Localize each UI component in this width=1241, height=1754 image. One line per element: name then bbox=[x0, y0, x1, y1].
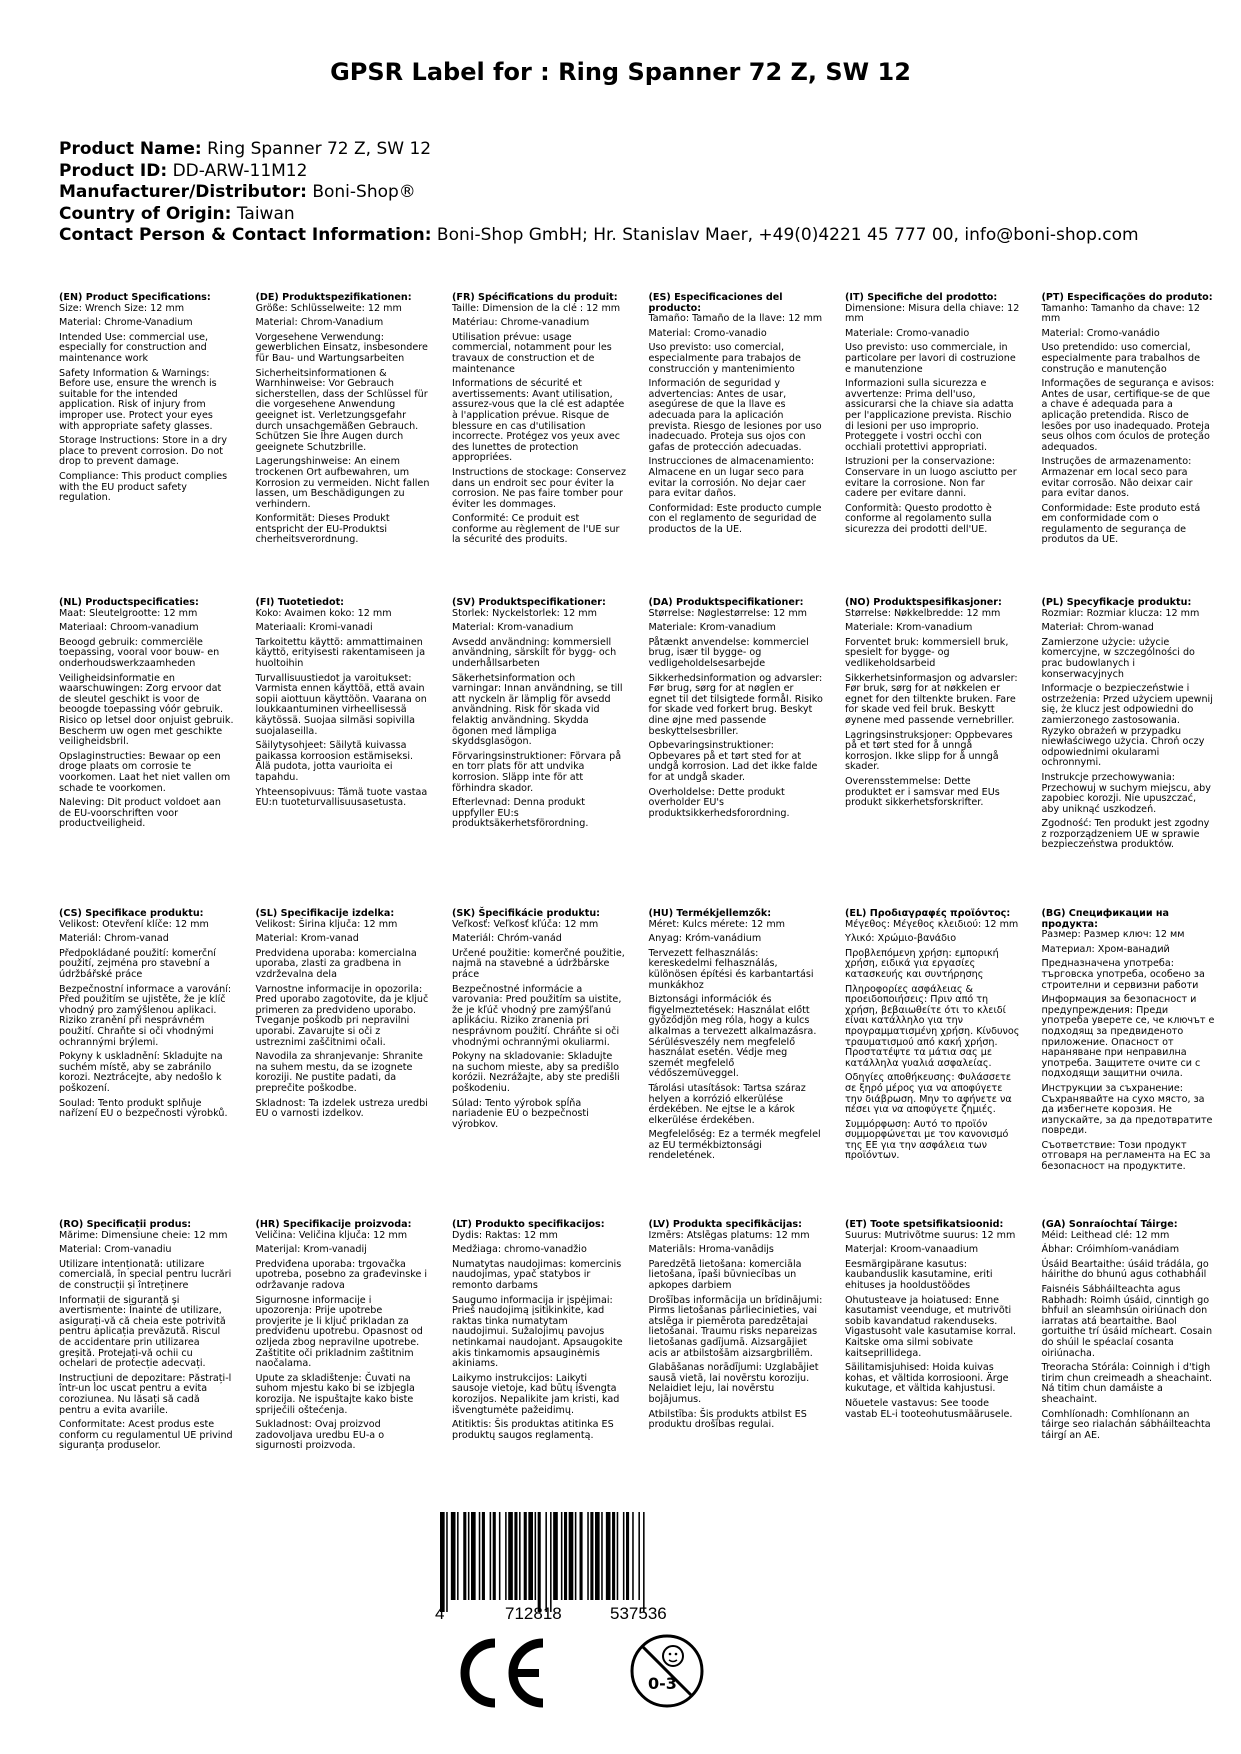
barcode-bar bbox=[632, 1512, 634, 1600]
meta-row bbox=[59, 139, 1139, 161]
spec-line: Maat: Sleutelgrootte: 12 mm bbox=[59, 607, 198, 619]
spec-line: Materiál: Chrom-vanad bbox=[59, 933, 169, 945]
barcode-bar bbox=[490, 1512, 492, 1600]
spec-line: Material: Krom-vanadium bbox=[452, 622, 574, 634]
spec-line: Nõuetele vastavus: See toode vastab EL-i tooteohutusmäärusele. bbox=[845, 1397, 1013, 1420]
spec-block bbox=[845, 909, 1042, 1220]
spec-heading: (SV) Produktspecifikationer: bbox=[452, 597, 606, 608]
spec-block bbox=[1042, 293, 1239, 598]
spec-line: Saugumo informacija ir įspėjimai: Prieš naudojimą įsitikinkite, kad raktas tinka numatytam naudojimui. Sužalojimų pavojus netinkamai naudojant. Apsaugokite akis tinkamomis apsauginėmis akiniams. bbox=[452, 1294, 623, 1370]
spec-block bbox=[256, 1220, 453, 1550]
barcode-bar bbox=[514, 1512, 517, 1600]
spec-heading: (HR) Specifikacije proizvoda: bbox=[255, 1219, 412, 1230]
barcode bbox=[435, 1512, 740, 1623]
spec-heading: (PL) Specyfikacje produktu: bbox=[1041, 597, 1192, 608]
spec-line: Uso previsto: uso commerciale, in particolare per lavori di costruzione e manutenzione bbox=[845, 342, 1016, 375]
spec-line: Drošības informācija un brīdinājumi: Pirms lietošanas pārliecinieties, vai atslēga ir piemērota paredzētajai lietošanai. Traumu risks nepareizas lietošanas gadījumā. Aizsargājiet acis ar atbilstošām aizsargbrillēm. bbox=[648, 1294, 823, 1359]
spec-line: Upute za skladištenje: Čuvati na suhom mjestu kako bi se izbjegla korozija. Ne ispuštajte kako biste spriječili oštećenja. bbox=[255, 1372, 415, 1416]
barcode-bar bbox=[440, 1512, 445, 1612]
spec-line: Conformidad: Este producto cumple con el reglamento de seguridad de productos de la UE. bbox=[648, 502, 822, 535]
spec-line: Súlad: Tento výrobok spĺňa nariadenie EÚ o bezpečnosti výrobkov. bbox=[452, 1097, 589, 1130]
barcode-digits-left: 712818 bbox=[505, 1604, 562, 1623]
spec-heading: (DA) Produktspecifikationer: bbox=[648, 597, 804, 608]
spec-line: Συμμόρφωση: Αυτό το προϊόν συμμορφώνεται με τον κανονισμό της ΕΕ για την ασφάλεια των προϊόντων. bbox=[845, 1118, 1009, 1162]
spec-line: Material: Krom-vanad bbox=[255, 933, 359, 945]
spec-block bbox=[1042, 909, 1239, 1220]
spec-line: Taille: Dimension de la clé : 12 mm bbox=[452, 302, 621, 314]
spec-line: Størrelse: Nøglestørrelse: 12 mm bbox=[648, 607, 808, 619]
meta-row bbox=[59, 161, 1139, 183]
spec-line: Instructions de stockage: Conservez dans un endroit sec pour éviter la corrosion. Ne pas faire tomber pour éviter les dommages. bbox=[452, 466, 626, 510]
spec-line: Προβλεπόμενη χρήση: εμπορική χρήση, ειδικά για εργασίες κατασκευής και συντήρησης bbox=[845, 947, 999, 980]
spec-line: Sicherheitsinformationen & Warnhinweise: Vor Gebrauch sicherstellen, dass der Schlüssel für die vorgesehene Anwendung geeignet ist. Verletzungsgefahr durch unsachgemäßen Gebrauch. Schützen Sie Ihre Augen durch geeignete Schutzbrille. bbox=[255, 367, 428, 453]
meta-label: Country of Origin: bbox=[59, 203, 232, 224]
spec-line: Påtænkt anvendelse: kommerciel brug, især til bygge- og vedligeholdelsesarbejde bbox=[648, 636, 809, 669]
spec-heading: (FI) Tuotetiedot: bbox=[255, 597, 344, 608]
spec-line: Tamanho: Tamanho da chave: 12 mm bbox=[1041, 302, 1200, 325]
spec-heading: (NO) Produktspesifikasjoner: bbox=[845, 597, 1002, 608]
barcode-bar bbox=[519, 1512, 521, 1600]
barcode-bar bbox=[508, 1512, 513, 1600]
spec-line: Ohutusteave ja hoiatused: Enne kasutamist veenduge, et mutrivõti sobib kavandatud rakenduseks. Vigastusoht vale kasutamise korral. Kaitske oma silmi sobivate kaitseprillidega. bbox=[845, 1294, 1017, 1359]
spec-heading: (GA) Sonraíochtaí Táirge: bbox=[1041, 1219, 1178, 1230]
spec-heading: (PT) Especificações do produto: bbox=[1041, 292, 1213, 303]
spec-line: Materiaali: Kromi-vanadi bbox=[255, 622, 373, 634]
spec-block bbox=[649, 293, 846, 598]
spec-line: Méid: Leithead clé: 12 mm bbox=[1041, 1229, 1170, 1241]
spec-block bbox=[452, 598, 649, 909]
spec-line: Matériau: Chrome-vanadium bbox=[452, 317, 590, 329]
barcode-bar bbox=[623, 1512, 625, 1600]
spec-line: Sikkerhedsinformation og advarsler: Før brug, sørg for at nøglen er egnet til det tilsigtede formål. Risiko for skade ved forkert brug. Beskyt dine øjne med passende beskyttelsesbriller. bbox=[648, 672, 823, 737]
spec-line: Bezpečnostní informace a varování: Před použitím se ujistěte, že je klíč vhodný pro zamýšlenou aplikaci. Riziko zranění při nesprávném použití. Chraňte si oči vhodnými ochrannými brýlemi. bbox=[59, 983, 232, 1048]
spec-line: Conformità: Questo prodotto è conforme al regolamento sulla sicurezza dei prodotti dell'UE. bbox=[845, 502, 992, 535]
spec-line: Utilizare intenționată: utilizare comercială, în special pentru lucrări de construcții și întreținere bbox=[59, 1258, 232, 1291]
spec-line: Material: Crom-vanadiu bbox=[59, 1244, 172, 1256]
spec-line: Megfelelőség: Ez a termék megfelel az EU termékbiztonsági rendeletének. bbox=[648, 1129, 821, 1162]
spec-line: Rozmiar: Rozmiar klucza: 12 mm bbox=[1041, 607, 1200, 619]
meta-value: Ring Spanner 72 Z, SW 12 bbox=[207, 139, 432, 159]
spec-heading: (LV) Produkta specifikācijas: bbox=[648, 1219, 802, 1230]
spec-line: Méret: Kulcs mérete: 12 mm bbox=[648, 918, 786, 930]
barcode-bar bbox=[587, 1512, 589, 1600]
spec-line: Ábhar: Cróimhíom-vanádiam bbox=[1041, 1244, 1180, 1256]
spec-line: Tamaño: Tamaño de la llave: 12 mm bbox=[648, 313, 823, 325]
meta-value: Taiwan bbox=[236, 203, 295, 224]
spec-line: Atbilstība: Šis produkts atbilst ES produktu drošības regulai. bbox=[648, 1408, 807, 1431]
barcode-bar bbox=[528, 1512, 533, 1600]
meta-row bbox=[59, 182, 1139, 204]
spec-line: Pokyny na skladovanie: Skladujte na suchom mieste, aby sa predišlo korózii. Nezrážajte, aby ste predišli poškodeniu. bbox=[452, 1051, 620, 1094]
barcode-digits-right: 537536 bbox=[610, 1604, 667, 1623]
spec-line: Utilisation prévue: usage commercial, notamment pour les travaux de construction et de maintenance bbox=[452, 331, 612, 375]
barcode-bar bbox=[569, 1512, 574, 1600]
spec-line: Säilytysohjeet: Säilytä kuivassa paikassa korroosion estämiseksi. Älä pudota, jotta vaurioita ei tapahdu. bbox=[255, 740, 414, 783]
spec-line: Instrucțiuni de depozitare: Păstrați-l într-un loc uscat pentru a evita coroziunea. Nu lăsați să cadă pentru a evita avariile. bbox=[59, 1372, 232, 1416]
spec-line: Bezpečnostné informácie a varovania: Pred použitím sa uistite, že je kľúč vhodný pre zamýšľanú aplikáciu. Riziko zranenia pri nesprávnom použití. Chráňte si oči vhodnými ochrannými okuliarmi. bbox=[452, 983, 622, 1048]
meta-row bbox=[59, 225, 1139, 247]
spec-line: Veľkosť: Veľkosť kľúča: 12 mm bbox=[452, 918, 599, 930]
svg-text:0-3: 0-3 bbox=[648, 1674, 677, 1693]
spec-block bbox=[1042, 598, 1239, 909]
spec-line: Dimensione: Misura della chiave: 12 mm bbox=[845, 302, 1020, 325]
spec-line: Uso pretendido: uso comercial, especialmente para trabalhos de construção e manutenção bbox=[1041, 342, 1200, 375]
spec-line: Informazioni sulla sicurezza e avvertenze: Prima dell'uso, assicurarsi che la chiave sia adatta per l'applicazione prevista. Rischio di lesioni per uso improprio. Proteggete i vostri occhi con occhiali protettivi appropriati. bbox=[845, 378, 1014, 453]
spec-line: Material: Cromo-vanádio bbox=[1041, 327, 1160, 339]
spec-line: Materiāls: Hroma-vanādijs bbox=[648, 1244, 774, 1256]
spec-line: Safety Information & Warnings: Before use, ensure the wrench is suitable for the intended application. Risk of injury from improper use. Protect your eyes with appropriate safety glasses. bbox=[59, 367, 217, 432]
spec-line: Suurus: Mutrivõtme suurus: 12 mm bbox=[845, 1229, 1016, 1241]
spec-line: Eesmärgipärane kasutus: kaubanduslik kasutamine, eriti ehituses ja hooldustöödes bbox=[845, 1258, 993, 1291]
spec-block bbox=[59, 293, 256, 598]
spec-block bbox=[256, 909, 453, 1220]
spec-block bbox=[845, 293, 1042, 598]
spec-line: Instrukcje przechowywania: Przechowuj w suchym miejscu, aby zapobiec korozji. Nie upuszczać, aby uniknąć uszkodzeń. bbox=[1041, 771, 1211, 815]
spec-line: Förvaringsinstruktioner: Förvara på en torr plats för att undvika korrosion. Släpp inte för att förhindra skador. bbox=[452, 750, 622, 794]
spec-heading: (FR) Spécifications du produit: bbox=[452, 292, 618, 303]
spec-line: Información de seguridad y advertencias: Antes de usar, asegúrese de que la llave es adecuada para la aplicación prevista. Riesgo de lesiones por uso inadecuado. Proteja sus ojos con gafas de protección adecuadas. bbox=[648, 378, 822, 453]
spec-line: Sukladnost: Ovaj proizvod zadovoljava uredbu EU-a o sigurnosti proizvoda. bbox=[255, 1419, 385, 1452]
spec-line: Velikost: Širina ključa: 12 mm bbox=[255, 918, 398, 930]
meta-label: Product ID: bbox=[59, 160, 168, 181]
spec-line: Sigurnosne informacije i upozorenja: Prije upotrebe provjerite je li ključ prikladan za predviđenu upotrebu. Opasnost od ozljeda zbog nepravilne upotrebe. Zaštitite oči prikladnim zaštitnim naočalama. bbox=[255, 1294, 423, 1370]
spec-line: Tarkoitettu käyttö: ammattimainen käyttö, erityisesti rakentamiseen ja huoltoihin bbox=[255, 636, 426, 669]
page-title: GPSR Label for : Ring Spanner 72 Z, SW 12 bbox=[330, 58, 911, 86]
barcode-bar bbox=[643, 1512, 645, 1612]
spec-line: Size: Wrench Size: 12 mm bbox=[59, 302, 185, 314]
spec-line: Predviđena uporaba: trgovačka upotreba, posebno za građevinske i održavanje radova bbox=[255, 1258, 428, 1291]
barcode-bar bbox=[617, 1512, 619, 1600]
spec-line: Overensstemmelse: Dette produktet er i samsvar med EUs produkt sikkerhetsforskrifter. bbox=[845, 775, 1000, 809]
spec-heading: (LT) Produkto specifikacijos: bbox=[452, 1219, 605, 1230]
spec-line: Material: Chrome-Vanadium bbox=[59, 317, 193, 329]
spec-line: Konformität: Dieses Produkt entspricht der EU-Produktsi cherheitsverordnung. bbox=[255, 513, 390, 546]
spec-line: Istruzioni per la conservazione: Conservare in un luogo asciutto per evitare la corrosione. Non far cadere per evitare danni. bbox=[845, 456, 1017, 500]
barcode-bar bbox=[580, 1512, 583, 1600]
spec-line: Numatytas naudojimas: komercinis naudojimas, ypač statybos ir remonto darbams bbox=[452, 1258, 622, 1291]
spec-line: Treoracha Stórála: Coinnigh i d'tigh tirim chun creimeadh a sheachaint. Ná titim chun damáiste a sheachaint. bbox=[1041, 1362, 1212, 1405]
ce-mark-icon bbox=[455, 1637, 550, 1709]
spec-line: Izmērs: Atslēgas platums: 12 mm bbox=[648, 1229, 810, 1241]
spec-heading: (CS) Specifikace produktu: bbox=[59, 908, 204, 919]
spec-line: Efterlevnad: Denna produkt uppfyller EU:s produktsäkerhetsförordning. bbox=[452, 797, 589, 830]
barcode-bar bbox=[553, 1512, 558, 1600]
spec-block bbox=[59, 1220, 256, 1550]
spec-line: Laikymo instrukcijos: Laikyti sausoje vietoje, kad būtų išvengta korozijos. Nepalikite jam kristi, kad išvengtumėte pažeidimų. bbox=[452, 1372, 620, 1416]
spec-block bbox=[452, 293, 649, 598]
spec-block bbox=[452, 909, 649, 1220]
spec-line: Materiale: Krom-vanadium bbox=[845, 622, 973, 634]
barcode-bar bbox=[575, 1512, 577, 1600]
spec-line: Opslaginstructies: Bewaar op een droge plaats om corrosie te voorkomen. Laat het niet vallen om schade te voorkomen. bbox=[59, 750, 231, 794]
spec-line: Avsedd användning: kommersiell användning, särskilt för bygg- och underhållsarbeten bbox=[452, 636, 617, 669]
spec-line: Turvallisuustiedot ja varoitukset: Varmista ennen käyttöä, että avain sopii aiottuun käyttöön. Vaarana on loukkaantuminen virheellisessä käytössä. Suojaa silmäsi sopivilla suojalaseilla. bbox=[255, 672, 427, 737]
spec-line: Mărime: Dimensiune cheie: 12 mm bbox=[59, 1229, 228, 1241]
spec-line: Overholdelse: Dette produkt overholder EU's produktsikkerhedsforordning. bbox=[648, 786, 790, 819]
spec-line: Materiale: Cromo-vanadio bbox=[845, 327, 970, 339]
barcode-bar bbox=[595, 1512, 600, 1600]
spec-line: Určené použitie: komerčné použitie, najmä na stavebné a údržbárske práce bbox=[452, 947, 625, 980]
spec-line: Biztonsági információk és figyelmeztetések: Használat előtt győződjön meg róla, hogy a kulcs alkalmas a tervezett alkalmazásra. Sérülésveszély nem megfelelő használat esetén. Védje meg szemét megfelelő védőszemüveggel. bbox=[648, 994, 817, 1080]
spec-line: Předpokládané použití: komerční použití, zejména pro stavební a údržbářské práce bbox=[59, 947, 216, 980]
spec-line: Navodila za shranjevanje: Shranite na suhem mestu, da se izognete koroziji. Ne pustite padati, da preprečite poškodbe. bbox=[255, 1051, 423, 1094]
barcode-bar bbox=[564, 1512, 567, 1600]
spec-block bbox=[256, 293, 453, 598]
barcode-bar bbox=[524, 1512, 527, 1600]
spec-heading: (IT) Specifiche del prodotto: bbox=[845, 292, 998, 303]
spec-line: Naleving: Dit product voldoet aan de EU-voorschriften voor productveiligheid. bbox=[59, 797, 221, 830]
spec-line: Sikkerhetsinformasjon og advarsler: Før bruk, sørg for at nøkkelen er egnet for den tiltenkte bruken. Fare for skade ved feil bruk. Beskytt øynene med passende vernebriller. bbox=[845, 672, 1018, 726]
age-warning-icon bbox=[628, 1632, 706, 1710]
barcode-bar bbox=[538, 1512, 541, 1612]
spec-line: Compliance: This product complies with the EU product safety regulation. bbox=[59, 470, 228, 504]
barcode-bar bbox=[471, 1512, 476, 1600]
spec-line: Yhteensopivuus: Tämä tuote vastaa EU:n tuoteturvallisuusasetusta. bbox=[255, 786, 428, 809]
barcode-bar bbox=[468, 1512, 470, 1600]
spec-line: Materjal: Kroom-vanaadium bbox=[845, 1244, 979, 1256]
spec-line: Storage Instructions: Store in a dry place to prevent corrosion. Do not drop to prevent damage. bbox=[59, 435, 228, 468]
spec-block bbox=[1042, 1220, 1239, 1550]
spec-heading: (ET) Toote spetsifikatsioonid: bbox=[845, 1219, 1004, 1230]
spec-line: Vorgesehene Verwendung: gewerblichen Einsatz, insbesondere für Bau- und Wartungsarbeiten bbox=[255, 331, 428, 364]
meta-label: Manufacturer/Distributor: bbox=[59, 182, 307, 202]
spec-block bbox=[845, 1220, 1042, 1550]
spec-line: Conformitate: Acest produs este conform cu regulamentul UE privind siguranța produselor. bbox=[59, 1419, 233, 1452]
spec-line: Material: Chrom-Vanadium bbox=[255, 317, 384, 329]
spec-line: Säilitamisjuhised: Hoida kuivas kohas, et vältida korrosiooni. Ärge kukutage, et vältida kahjustusi. bbox=[845, 1362, 1009, 1395]
barcode-bar bbox=[550, 1512, 552, 1612]
spec-line: Storlek: Nyckelstorlek: 12 mm bbox=[452, 607, 597, 619]
spec-line: Material: Cromo-vanadio bbox=[648, 327, 767, 339]
spec-heading: (BG) Спецификации на продукта: bbox=[1041, 908, 1170, 930]
spec-line: Tárolási utasítások: Tartsa száraz helyen a korrózió elkerülése érdekében. Ne ejtse le a károk elkerülése érdekében. bbox=[648, 1082, 806, 1126]
spec-line: Informações de segurança e avisos: Antes de usar, certifique-se de que a chave é adequada para a aplicação pretendida. Risco de lesões por uso inadequado. Proteja seus olhos com óculos de proteção adequados. bbox=[1041, 378, 1215, 453]
barcode-bar bbox=[505, 1512, 507, 1600]
spec-line: Материал: Хром-ванадий bbox=[1041, 943, 1170, 955]
spec-heading: (RO) Specificații produs: bbox=[59, 1219, 192, 1230]
spec-line: Intended Use: commercial use, especially for construction and maintenance work bbox=[59, 331, 209, 364]
spec-line: Materiale: Krom-vanadium bbox=[648, 622, 776, 634]
spec-block bbox=[452, 1220, 649, 1550]
spec-line: Πληροφορίες ασφάλειας & προειδοποιήσεις: Πριν από τη χρήση, βεβαιωθείτε ότι το κλειδί είναι κατάλληλο για την προγραμματισμένη χρήση. Κίνδυνος τραυματισμού από κακή χρήση. Προστατέψτε τα μάτια σας με κατάλληλα γυαλιά ασφαλείας. bbox=[845, 983, 1020, 1069]
spec-heading: (DE) Produktspezifikationen: bbox=[255, 292, 412, 303]
spec-line: Съответствие: Този продукт отговаря на регламента на ЕС за безопасност на продуктите. bbox=[1041, 1139, 1211, 1173]
barcode-bar bbox=[561, 1512, 563, 1600]
spec-line: Materijal: Krom-vanadij bbox=[255, 1244, 367, 1256]
spec-line: Lagerungshinweise: An einem trockenen Ort aufbewahren, um Korrosion zu vermeiden. Nicht fallen lassen, um Beschädigungen zu verhindern. bbox=[255, 456, 430, 510]
spec-line: Veličina: Veličina ključa: 12 mm bbox=[255, 1229, 408, 1241]
spec-heading: (SK) Špecifikácie produktu: bbox=[452, 908, 601, 919]
spec-line: Размер: Размер ключ: 12 мм bbox=[1041, 929, 1185, 941]
spec-line: Dydis: Raktas: 12 mm bbox=[452, 1229, 558, 1241]
spec-line: Informacje o bezpieczeństwie i ostrzeżenia: Przed użyciem upewnij się, że klucz jest odpowiedni do zamierzonego zastosowania. Ryzyko obrażeń w przypadku niewłaściwego użycia. Chroń oczy odpowiednimi okularami ochronnymi. bbox=[1041, 683, 1213, 769]
spec-line: Veiligheidsinformatie en waarschuwingen: Zorg ervoor dat de sleutel geschikt is voor de beoogde toepassing vóór gebruik. Risico op letsel door onjuist gebruik. Bescherm uw ogen met geschikte veiligheidsbril. bbox=[59, 672, 234, 748]
spec-block bbox=[649, 1220, 846, 1550]
barcode-bar bbox=[457, 1512, 459, 1600]
spec-line: Úsáid Beartaithe: úsáid trádála, go háirithe do bhunú agus cothabháil bbox=[1041, 1258, 1209, 1281]
spec-line: Größe: Schlüsselweite: 12 mm bbox=[255, 302, 402, 314]
spec-line: Μέγεθος: Μέγεθος κλειδιού: 12 mm bbox=[845, 918, 1019, 930]
spec-line: Atitiktis: Šis produktas atitinka ES produktų saugos reglamentą. bbox=[452, 1419, 614, 1441]
barcode-bar bbox=[479, 1512, 481, 1600]
barcode-bar bbox=[601, 1512, 603, 1600]
spec-line: Инструкции за съхранение: Съхранявайте на сухо място, за да избегнете корозия. Не изпускайте, за да предотвратите повреди. bbox=[1041, 1082, 1213, 1137]
meta-label: Product Name: bbox=[59, 139, 202, 159]
product-meta bbox=[59, 139, 1139, 247]
spec-block bbox=[845, 598, 1042, 909]
spec-line: Opbevaringsinstruktioner: Opbevares på et tørt sted for at undgå korrosion. Lad det ikke falde for at undgå skader. bbox=[648, 740, 818, 783]
spec-line: Tervezett felhasználás: kereskedelmi felhasználás, különösen építési és karbantartási munkákhoz bbox=[648, 947, 814, 991]
barcode-bar bbox=[626, 1512, 629, 1600]
barcode-bar bbox=[606, 1512, 611, 1600]
barcode-bar bbox=[612, 1512, 615, 1600]
spec-line: Comhlíonadh: Comhlíonann an táirge seo rialachán sábháilteachta táirgí an AE. bbox=[1041, 1408, 1211, 1441]
spec-line: Varnostne informacije in opozorila: Pred uporabo zagotovite, da je ključ primeren za predvideno uporabo. Tveganje poškodb pri nepravilni uporabi. Zavarujte si oči z ustreznimi zaščitnimi očali. bbox=[255, 983, 429, 1048]
meta-value: DD-ARW-11M12 bbox=[172, 160, 308, 181]
spec-line: Uso previsto: uso comercial, especialmente para trabajos de construcción y mantenimiento bbox=[648, 342, 801, 375]
spec-heading: (ES) Especificaciones del producto: bbox=[648, 292, 783, 314]
spec-block bbox=[649, 909, 846, 1220]
spec-line: Информация за безопасност и предупреждения: Преди употреба уверете се, че ключът е подходящ за предвиденото приложение. Опасност от нараняване при неправилна употреба. Защитете очите си с подходящи защитни очила. bbox=[1041, 994, 1215, 1080]
spec-line: Zgodność: Ten produkt jest zgodny z rozporządzeniem UE w sprawie bezpieczeństwa produktów. bbox=[1041, 818, 1210, 851]
spec-line: Velikost: Otevření klíče: 12 mm bbox=[59, 918, 209, 930]
spec-block bbox=[59, 598, 256, 909]
spec-line: Glabāšanas norādījumi: Uzglabājiet sausā vietā, lai novērstu koroziju. Nelaidiet leju, lai novērstu bojājumus. bbox=[648, 1362, 819, 1405]
spec-line: Conformidade: Este produto está em conformidade com o regulamento de segurança de produtos da UE. bbox=[1041, 502, 1201, 546]
spec-line: Skladnost: Ta izdelek ustreza uredbi EU o varnosti izdelkov. bbox=[255, 1097, 428, 1120]
spec-line: Soulad: Tento produkt splňuje nařízení EU o bezpečnosti výrobků. bbox=[59, 1097, 228, 1120]
meta-row bbox=[59, 204, 1139, 226]
spec-line: Materiał: Chrom-wanad bbox=[1041, 622, 1154, 634]
spec-line: Conformité: Ce produit est conforme au règlement de l'UE sur la sécurité des produits. bbox=[452, 513, 620, 546]
spec-line: Koko: Avaimen koko: 12 mm bbox=[255, 607, 392, 619]
spec-grid bbox=[59, 293, 1239, 1550]
barcode-bar bbox=[499, 1512, 501, 1600]
spec-line: Informations de sécurité et avertissements: Avant utilisation, assurez-vous que la clé est adaptée à l'application prévue. Risque de blessure en cas d'utilisation incorrecte. Protégez vos yeux avec des lunettes de protection appropriées. bbox=[452, 378, 625, 464]
spec-line: Paredzētā lietošana: komerciāla lietošana, īpaši būvniecības un apkopes darbiem bbox=[648, 1258, 802, 1291]
spec-line: Størrelse: Nøkkelbredde: 12 mm bbox=[845, 607, 1001, 619]
spec-line: Lagringsinstruksjoner: Oppbevares på et tørt sted for å unngå korrosjon. Ikke slipp for å unngå skader. bbox=[845, 729, 1013, 773]
spec-line: Οδηγίες αποθήκευσης: Φυλάσσετε σε ξηρό μέρος για να αποφύγετε την διάβρωση. Μην το αφήνετε να πέσει για να αποφύγετε ζημιές. bbox=[845, 1072, 1012, 1116]
spec-line: Faisnéis Sábháilteachta agus Rabhadh: Roimh úsáid, cinntigh go bhfuil an sleamhsún oiriúnach don iarratas atá beartaithe. Baol gortuithe trí úsáid mícheart. Cosain do shúil le spéaclaí cosanta oiriúnacha. bbox=[1041, 1283, 1213, 1359]
meta-value: Boni-Shop GmbH; Hr. Stanislav Maer, +49(0)4221 45 777 00, info@boni-shop.com bbox=[436, 225, 1139, 245]
meta-value: Boni-Shop® bbox=[312, 182, 416, 202]
spec-heading: (NL) Productspecificaties: bbox=[59, 597, 199, 608]
spec-line: Instrucciones de almacenamiento: Almacene en un lugar seco para evitar la corrosión. No dejar caer para evitar daños. bbox=[648, 456, 815, 500]
spec-heading: (EN) Product Specifications: bbox=[59, 292, 211, 303]
spec-heading: (SL) Specifikacije izdelka: bbox=[255, 908, 395, 919]
spec-line: Υλικό: Χρώμιο-βανάδιο bbox=[845, 933, 957, 945]
barcode-digit-first: 4 bbox=[435, 1604, 445, 1623]
spec-line: Предназначена употреба: търговска употреба, особено за строителни и сервизни работи bbox=[1041, 958, 1205, 991]
spec-block bbox=[649, 598, 846, 909]
meta-label: Contact Person & Contact Information: bbox=[59, 225, 432, 245]
barcode-bar bbox=[482, 1512, 485, 1600]
barcode-bar bbox=[638, 1512, 640, 1600]
barcode-bar bbox=[446, 1512, 448, 1612]
spec-heading: (HU) Termékjellemzők: bbox=[648, 908, 772, 919]
spec-line: Zamierzone użycie: użycie komercyjne, w szczególności do prac budowlanych i konserwacyjnych bbox=[1041, 636, 1195, 680]
spec-line: Anyag: Króm-vanádium bbox=[648, 933, 762, 945]
barcode-bar bbox=[535, 1512, 537, 1600]
barcode-bar bbox=[545, 1512, 547, 1612]
spec-line: Materiál: Chróm-vanád bbox=[452, 933, 562, 945]
spec-line: Forventet bruk: kommersiell bruk, spesielt for bygge- og vedlikeholdsarbeid bbox=[845, 636, 1009, 669]
spec-line: Materiaal: Chroom-vanadium bbox=[59, 622, 199, 634]
spec-block bbox=[256, 598, 453, 909]
spec-line: Beoogd gebruik: commerciële toepassing, vooral voor bouw- en onderhoudswerkzaamheden bbox=[59, 636, 220, 669]
barcode-bar bbox=[590, 1512, 593, 1600]
spec-line: Pokyny k uskladnění: Skladujte na suchém místě, aby se zabránilo korozi. Neztrácejte, aby nedošlo k poškození. bbox=[59, 1051, 223, 1094]
spec-heading: (EL) Προδιαγραφές προϊόντος: bbox=[845, 908, 1011, 919]
spec-line: Instruções de armazenamento: Armazenar em local seco para evitar corrosão. Não deixar cair para evitar danos. bbox=[1041, 456, 1193, 500]
spec-line: Medžiaga: chromo-vanadžio bbox=[452, 1244, 587, 1256]
barcode-bar bbox=[451, 1512, 456, 1600]
spec-line: Säkerhetsinformation och varningar: Innan användning, se till att nyckeln är lämplig för avsedd användning. Risk för skada vid felaktig användning. Skydda ögonen med lämpliga skyddsglasögon. bbox=[452, 672, 623, 748]
barcode-bar bbox=[493, 1512, 496, 1600]
spec-line: Predvidena uporaba: komercialna uporaba, zlasti za gradbena in vzdrževalna dela bbox=[255, 947, 417, 980]
spec-block bbox=[59, 909, 256, 1220]
barcode-bar bbox=[463, 1512, 466, 1600]
spec-line: Informații de siguranță și avertismente: Înainte de utilizare, asigurați-vă că cheia este potrivită pentru aplicația prevăzută. Riscul de accidentare prin utilizarea greșită. Protejați-vă ochii cu ochelari de protecție adecvați. bbox=[59, 1294, 226, 1370]
